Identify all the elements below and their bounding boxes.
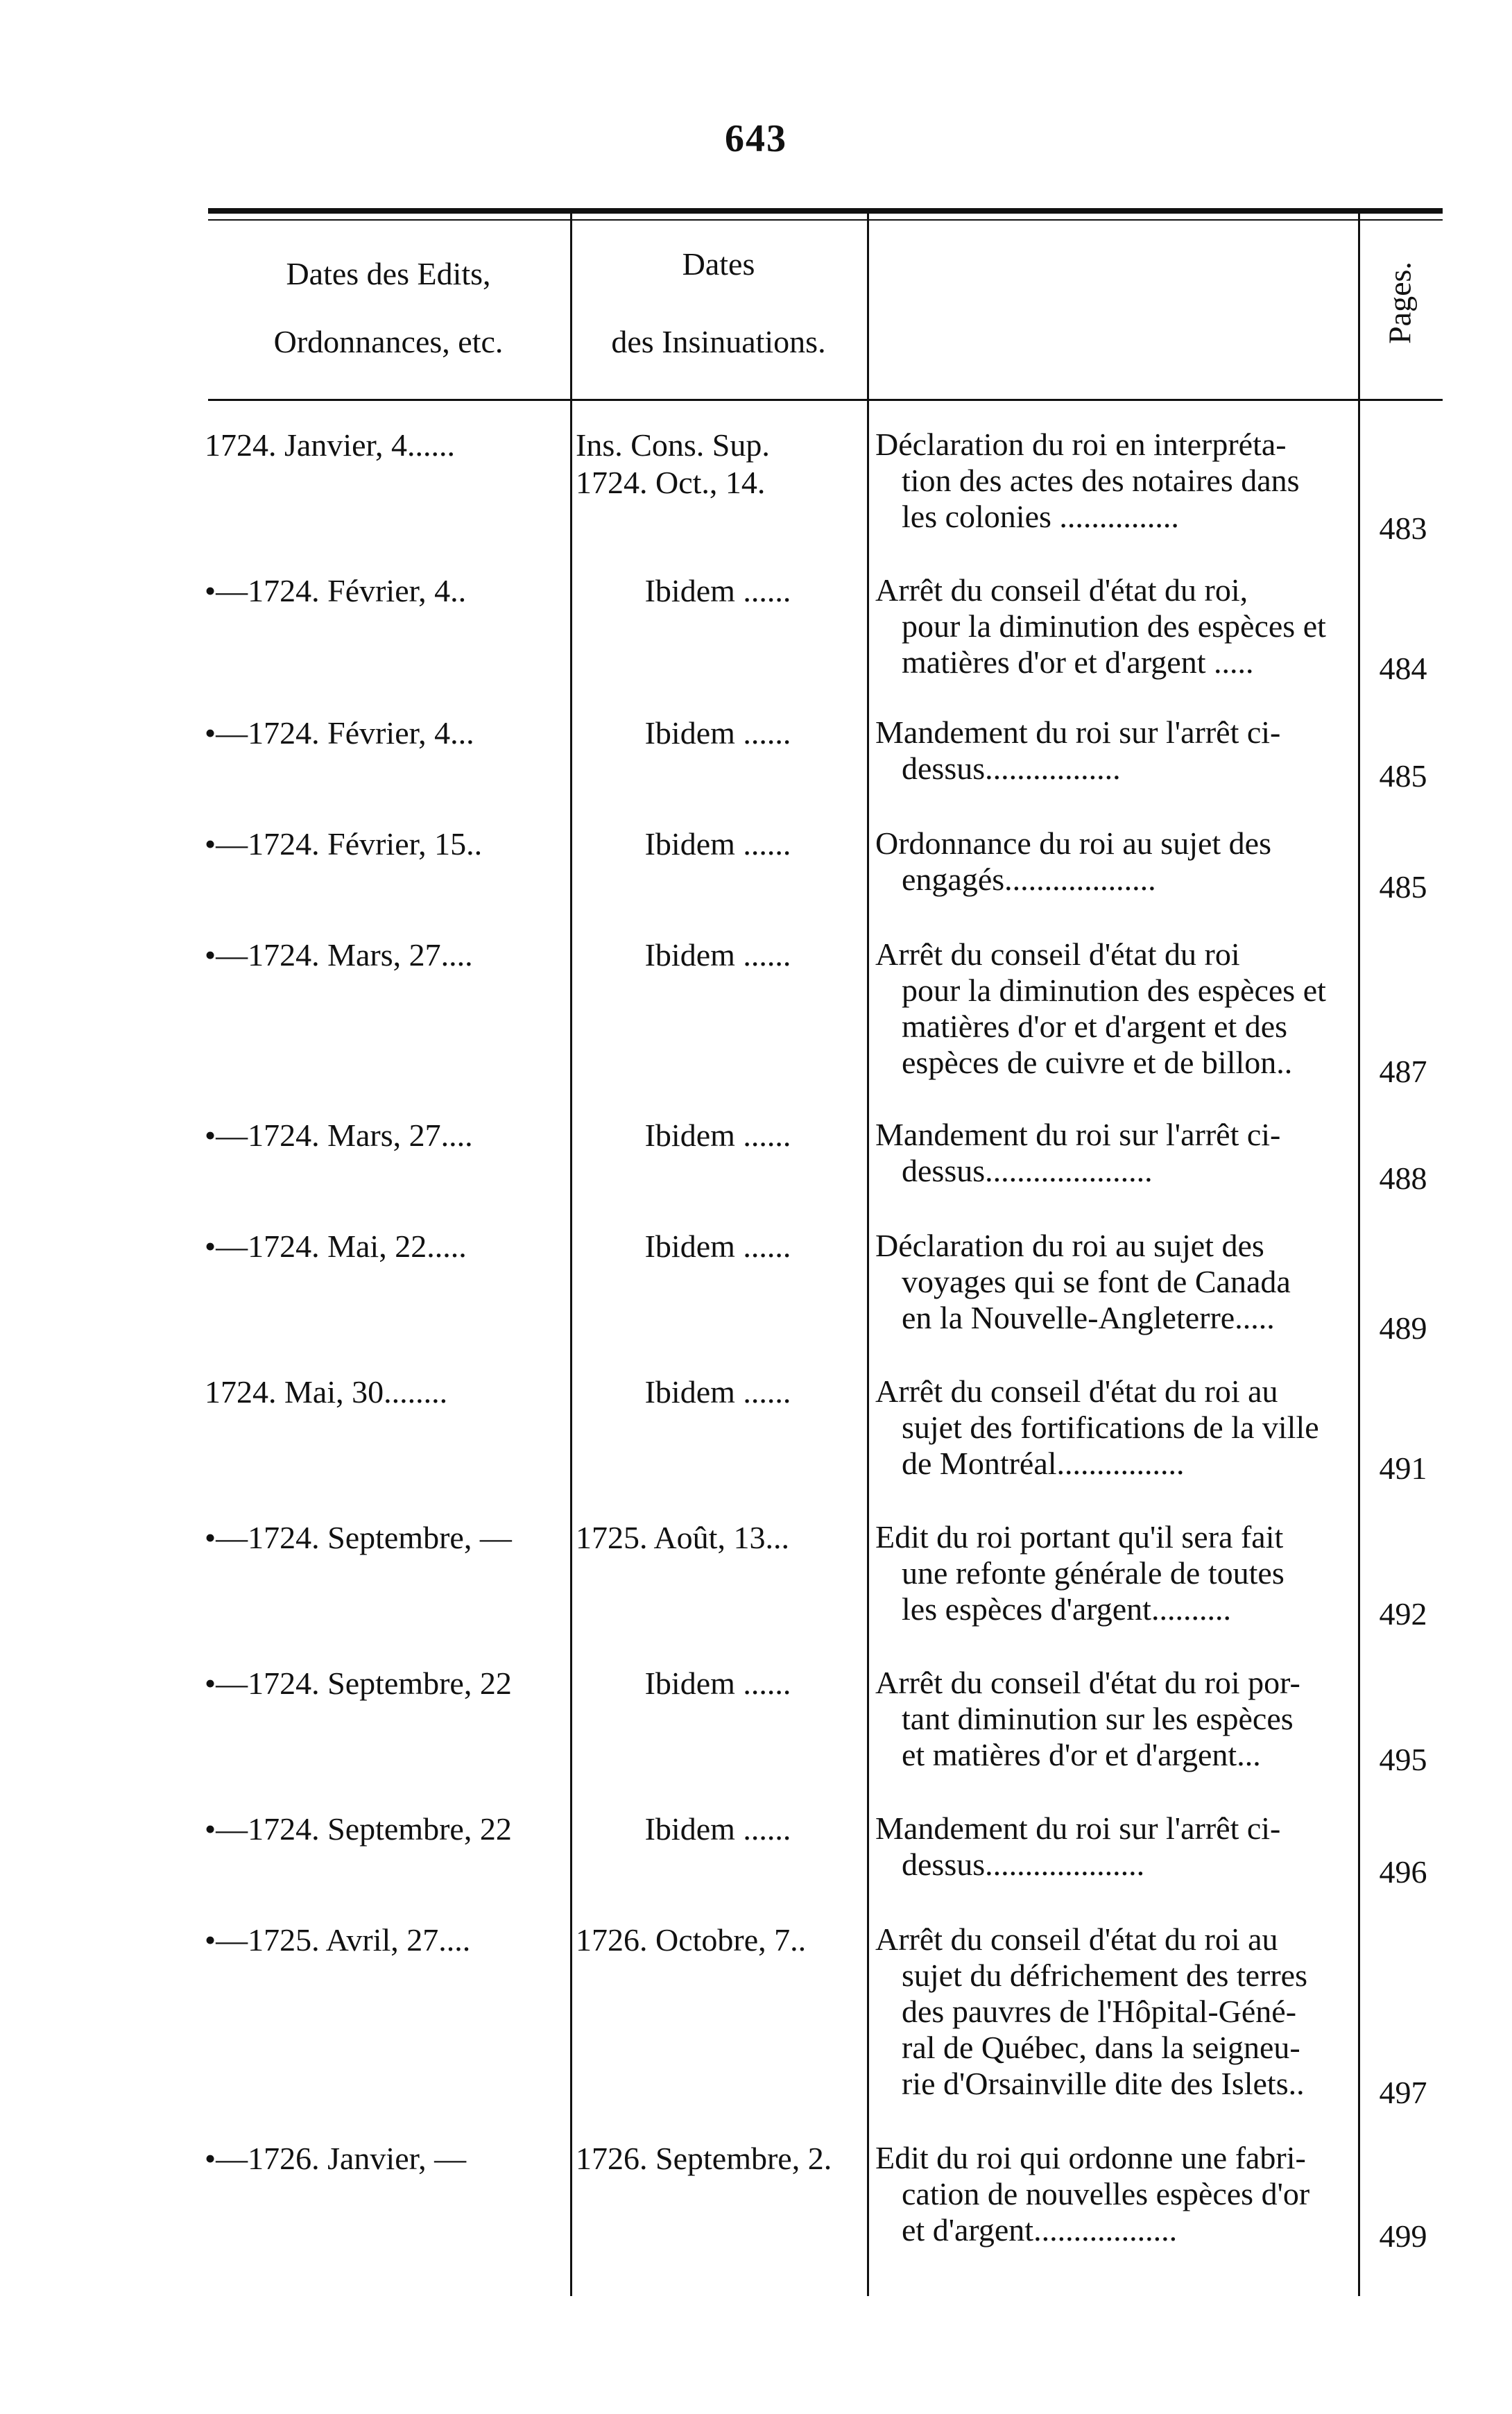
- entry-description: [875, 1921, 1347, 2102]
- insinuation-date: Ibidem ......: [644, 826, 791, 862]
- header-dates-edits: Dates des Edits,: [286, 256, 491, 291]
- entry-description: [875, 1665, 1347, 1773]
- description-line: tion des actes des notaires dans: [902, 463, 1300, 498]
- description-line: Déclaration du roi au sujet des: [875, 1228, 1264, 1263]
- edict-date: •—1724. Février, 4..: [205, 573, 467, 608]
- entry-description: [875, 1373, 1347, 1482]
- entry-description: [875, 1228, 1347, 1336]
- description-line: sujet du défrichement des terres: [902, 1958, 1307, 1993]
- top-rule: [208, 208, 1443, 214]
- page-reference: 489: [1379, 1310, 1427, 1346]
- page-reference: 488: [1379, 1161, 1427, 1196]
- edict-date: •—1724. Mai, 22.....: [205, 1229, 467, 1264]
- description-line: Edit du roi qui ordonne une fabri-: [875, 2140, 1306, 2175]
- edict-date: •—1724. Septembre, 22: [205, 1666, 512, 1701]
- page-reference: 497: [1379, 2075, 1427, 2110]
- description-line: Mandement du roi sur l'arrêt ci-: [875, 1810, 1281, 1846]
- description-line: Déclaration du roi en interpréta-: [875, 427, 1287, 462]
- description-line: les colonies ...............: [902, 499, 1179, 534]
- insinuation-date-line2: 1724. Oct., 14.: [576, 465, 766, 500]
- insinuation-date: 1725. Août, 13...: [576, 1520, 789, 1555]
- entry-description: [875, 572, 1347, 680]
- description-line: cation de nouvelles espèces d'or: [902, 2176, 1310, 2211]
- description-line: Ordonnance du roi au sujet des: [875, 825, 1272, 861]
- page-reference: 496: [1379, 1854, 1427, 1890]
- description-line: engagés...................: [902, 862, 1156, 897]
- page-reference: 485: [1379, 869, 1427, 905]
- entry-description: [875, 427, 1347, 535]
- page-reference: 487: [1379, 1054, 1427, 1089]
- description-line: matières d'or et d'argent et des: [902, 1009, 1288, 1044]
- description-line: et matières d'or et d'argent...: [902, 1737, 1261, 1772]
- insinuation-date: Ibidem ......: [644, 715, 791, 751]
- header-dates: Dates: [682, 246, 755, 282]
- description-line: ral de Québec, dans la seigneu-: [902, 2030, 1300, 2065]
- description-line: dessus.................: [902, 751, 1121, 786]
- entry-description: [875, 1810, 1347, 1883]
- edict-date: •—1724. Mars, 27....: [205, 937, 473, 973]
- description-line: pour la diminution des espèces et: [902, 608, 1326, 644]
- page-reference: 492: [1379, 1596, 1427, 1632]
- column-divider-pages: [1358, 214, 1360, 2296]
- page-reference: 483: [1379, 511, 1427, 546]
- page-reference: 485: [1379, 758, 1427, 794]
- edict-date: •—1724. Février, 15..: [205, 826, 483, 862]
- description-line: Mandement du roi sur l'arrêt ci-: [875, 714, 1281, 750]
- entry-description: [875, 714, 1347, 787]
- header-rule: [208, 399, 1443, 401]
- insinuation-date: Ibidem ......: [644, 1666, 791, 1701]
- edict-date: •—1724. Février, 4...: [205, 715, 474, 751]
- edict-date: •—1724. Septembre, 22: [205, 1811, 512, 1847]
- description-line: Arrêt du conseil d'état du roi,: [875, 572, 1248, 608]
- entry-description: [875, 2140, 1347, 2248]
- edict-date: 1724. Janvier, 4......: [205, 427, 455, 463]
- insinuation-date: 1726. Octobre, 7..: [576, 1922, 807, 1958]
- insinuation-date: Ibidem ......: [644, 573, 791, 608]
- edict-date: •—1724. Septembre, —: [205, 1520, 512, 1555]
- description-line: les espèces d'argent..........: [902, 1591, 1231, 1627]
- page-reference: 484: [1379, 651, 1427, 686]
- edict-date: •—1725. Avril, 27....: [205, 1922, 471, 1958]
- edict-date: •—1724. Mars, 27....: [205, 1118, 473, 1153]
- insinuation-date: Ibidem ......: [644, 1811, 791, 1847]
- description-line: des pauvres de l'Hôpital-Géné-: [902, 1994, 1297, 2029]
- description-line: pour la diminution des espèces et: [902, 973, 1326, 1008]
- description-line: dessus....................: [902, 1847, 1145, 1882]
- insinuation-date: Ins. Cons. Sup.: [576, 427, 770, 463]
- description-line: sujet des fortifications de la ville: [902, 1410, 1319, 1445]
- description-line: de Montréal................: [902, 1446, 1185, 1481]
- description-line: et d'argent..................: [902, 2212, 1178, 2248]
- top-rule-thin: [208, 219, 1443, 221]
- insinuation-date: Ibidem ......: [644, 1118, 791, 1153]
- insinuation-date: Ibidem ......: [644, 937, 791, 973]
- insinuation-date: Ibidem ......: [644, 1229, 791, 1264]
- description-line: voyages qui se font de Canada: [902, 1264, 1291, 1299]
- insinuation-date: 1726. Septembre, 2.: [576, 2141, 832, 2176]
- description-line: Arrêt du conseil d'état du roi: [875, 936, 1240, 972]
- edict-date: 1724. Mai, 30........: [205, 1374, 448, 1410]
- description-line: Edit du roi portant qu'il sera fait: [875, 1519, 1284, 1555]
- description-line: en la Nouvelle-Angleterre.....: [902, 1300, 1275, 1335]
- page-number: 643: [725, 117, 787, 160]
- description-line: une refonte générale de toutes: [902, 1555, 1285, 1591]
- page-reference: 491: [1379, 1450, 1427, 1486]
- column-divider-dates: [570, 214, 572, 2296]
- description-line: dessus.....................: [902, 1153, 1153, 1188]
- description-line: Arrêt du conseil d'état du roi por-: [875, 1665, 1300, 1700]
- header-insinuations: des Insinuations.: [611, 324, 826, 359]
- entry-description: [875, 825, 1347, 898]
- page-reference: 499: [1379, 2218, 1427, 2254]
- entry-description: [875, 1519, 1347, 1627]
- description-line: Arrêt du conseil d'état du roi au: [875, 1921, 1278, 1957]
- column-divider-insinuations: [867, 214, 869, 2296]
- description-line: rie d'Orsainville dite des Islets..: [902, 2066, 1305, 2101]
- description-line: tant diminution sur les espèces: [902, 1701, 1294, 1736]
- entry-description: [875, 936, 1347, 1081]
- entry-description: [875, 1117, 1347, 1189]
- description-line: espèces de cuivre et de billon..: [902, 1045, 1293, 1080]
- insinuation-date: Ibidem ......: [644, 1374, 791, 1410]
- header-pages: Pages.: [1382, 262, 1418, 344]
- header-ordonnances: Ordonnances, etc.: [273, 324, 504, 359]
- description-line: matières d'or et d'argent .....: [902, 644, 1254, 680]
- description-line: Arrêt du conseil d'état du roi au: [875, 1373, 1278, 1409]
- page-reference: 495: [1379, 1742, 1427, 1777]
- description-line: Mandement du roi sur l'arrêt ci-: [875, 1117, 1281, 1152]
- edict-date: •—1726. Janvier, —: [205, 2141, 467, 2176]
